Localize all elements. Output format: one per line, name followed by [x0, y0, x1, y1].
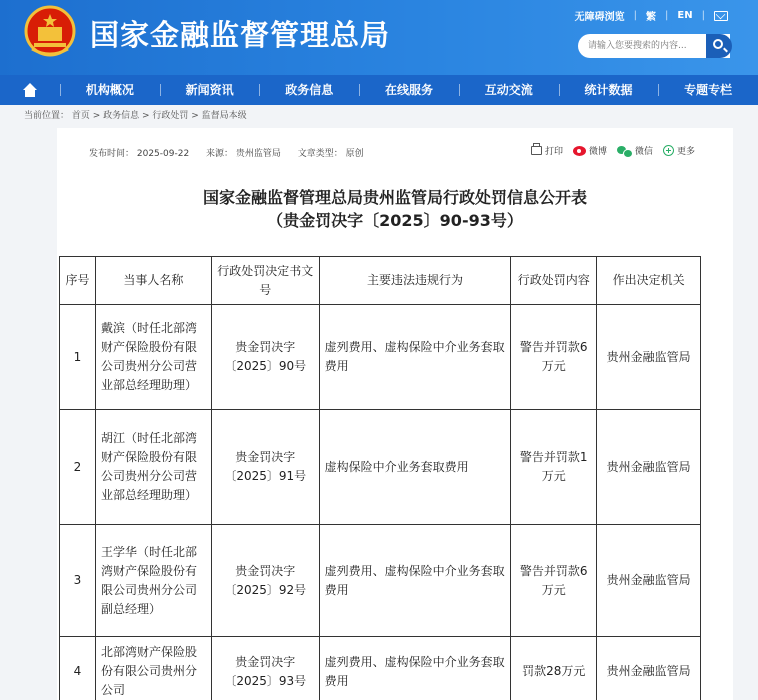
- search-button[interactable]: [706, 34, 732, 58]
- site-header: [0, 0, 758, 75]
- traditional-chinese-link[interactable]: 繁: [646, 12, 657, 23]
- cell-party: 北部湾财产保险股份有限公司贵州分公司: [95, 637, 211, 700]
- nav-item-about[interactable]: 机构概况: [60, 75, 160, 105]
- cell-no: 2: [60, 410, 96, 525]
- publish-time: 发布时间： 2025-09-22: [89, 149, 190, 159]
- article-source: 来源： 贵州监管局: [206, 149, 281, 159]
- cell-no: 1: [60, 305, 96, 410]
- header-violation: 主要违法违规行为: [319, 257, 511, 305]
- cell-authority: 贵州金融监管局: [597, 410, 701, 525]
- cell-party: 戴滨（时任北部湾财产保险股份有限公司贵州分公司营业部总经理助理）: [95, 305, 211, 410]
- header-party: 当事人名称: [95, 257, 211, 305]
- nav-item-special-topics[interactable]: 专题专栏: [658, 75, 758, 105]
- search-icon: [713, 39, 723, 49]
- weibo-share-button[interactable]: 微博: [573, 144, 607, 157]
- cell-no: 4: [60, 637, 96, 700]
- title-line-1: 国家金融监督管理总局贵州监管局行政处罚信息公开表: [202, 188, 587, 207]
- title-line-2: （贵金罚决字〔2025〕90-93号）: [267, 211, 523, 230]
- article-meta: [89, 146, 378, 159]
- cell-penalty: 罚款28万元: [511, 637, 597, 700]
- header-no: 序号: [60, 257, 96, 305]
- nav-item-statistics[interactable]: 统计数据: [559, 75, 659, 105]
- table-row: [60, 410, 701, 525]
- table-row: [60, 637, 701, 700]
- breadcrumb[interactable]: 当前位置： 首页 > 政务信息 > 行政处罚 > 监督局本级: [24, 111, 247, 121]
- main-nav: [0, 75, 758, 105]
- article-title: [57, 186, 733, 232]
- cell-doc-no: 贵金罚决字〔2025〕90号: [211, 305, 319, 410]
- table-header-row: [60, 257, 701, 305]
- site-title[interactable]: 国家金融监督管理总局: [90, 18, 391, 52]
- cell-authority: 贵州金融监管局: [597, 525, 701, 637]
- penalty-table: [59, 256, 701, 700]
- print-button[interactable]: 打印: [531, 144, 563, 157]
- wechat-icon: [617, 146, 632, 156]
- header-doc-no: 行政处罚决定书文号: [211, 257, 319, 305]
- cell-penalty: 警告并罚款1万元: [511, 410, 597, 525]
- header-penalty: 行政处罚内容: [511, 257, 597, 305]
- header-authority: 作出决定机关: [597, 257, 701, 305]
- cell-doc-no: 贵金罚决字〔2025〕91号: [211, 410, 319, 525]
- national-emblem-icon: [24, 5, 76, 59]
- cell-doc-no: 贵金罚决字〔2025〕93号: [211, 637, 319, 700]
- table-row: [60, 305, 701, 410]
- nav-item-government-info[interactable]: 政务信息: [259, 75, 359, 105]
- article: [57, 128, 733, 700]
- nav-item-news[interactable]: 新闻资讯: [160, 75, 260, 105]
- cell-violation: 虚列费用、虚构保险中介业务套取费用: [319, 305, 511, 410]
- wechat-share-button[interactable]: 微信: [617, 144, 653, 157]
- cell-no: 3: [60, 525, 96, 637]
- cell-party: 胡江（时任北部湾财产保险股份有限公司贵州分公司营业部总经理助理）: [95, 410, 211, 525]
- accessibility-link[interactable]: 无障碍浏览: [574, 12, 625, 23]
- nav-home[interactable]: [0, 75, 60, 105]
- plus-icon: [663, 145, 674, 156]
- cell-violation: 虚列费用、虚构保险中介业务套取费用: [319, 637, 511, 700]
- print-icon: [531, 146, 542, 155]
- weibo-icon: [573, 146, 586, 156]
- nav-item-online-service[interactable]: 在线服务: [359, 75, 459, 105]
- cell-doc-no: 贵金罚决字〔2025〕92号: [211, 525, 319, 637]
- home-icon: [22, 83, 38, 97]
- table-row: [60, 525, 701, 637]
- cell-party: 王学华（时任北部湾财产保险股份有限公司贵州分公司副总经理）: [95, 525, 211, 637]
- top-links: 无障碍浏览 | 繁 | EN |: [575, 8, 728, 23]
- english-link[interactable]: EN: [677, 10, 693, 21]
- cell-penalty: 警告并罚款6万元: [511, 525, 597, 637]
- article-type: 文章类型： 原创: [297, 149, 364, 159]
- cell-violation: 虚构保险中介业务套取费用: [319, 410, 511, 525]
- mail-icon[interactable]: [714, 11, 728, 21]
- share-bar: [531, 144, 695, 157]
- more-share-button[interactable]: 更多: [663, 144, 695, 157]
- nav-item-interaction[interactable]: 互动交流: [459, 75, 559, 105]
- cell-authority: 贵州金融监管局: [597, 305, 701, 410]
- cell-violation: 虚列费用、虚构保险中介业务套取费用: [319, 525, 511, 637]
- cell-penalty: 警告并罚款6万元: [511, 305, 597, 410]
- cell-authority: 贵州金融监管局: [597, 637, 701, 700]
